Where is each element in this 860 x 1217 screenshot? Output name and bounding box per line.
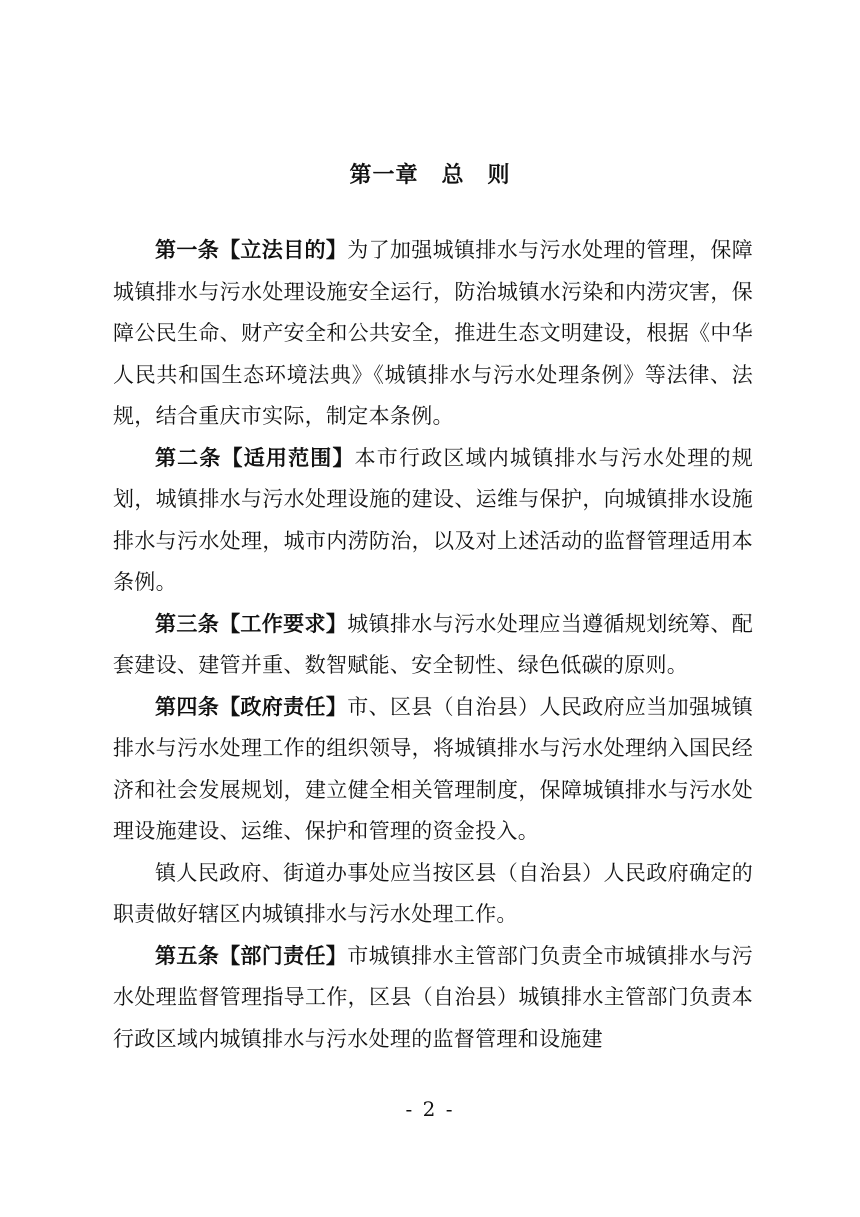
article-label: 第一条【立法目的】 — [155, 238, 348, 262]
article-text: 本市行政区域内城镇排水与污水处理的规划，城镇排水与污水处理设施的建设、运维与保护，向城镇排水设施排水与污水处理，城市内涝防治，以及对上述活动的监督管理适用本条例。 — [113, 445, 753, 594]
article-4-paragraph-2 — [113, 853, 753, 936]
article-label: 第二条【适用范围】 — [155, 445, 355, 470]
article-label: 第四条【政府责任】 — [155, 694, 348, 719]
article-label: 第五条【部门责任】 — [155, 943, 348, 968]
article-2 — [113, 438, 753, 604]
article-text: 市城镇排水主管部门负责全市城镇排水与污水处理监督管理指导工作，区县（自治县）城镇排水主管部门负责本行政区域内城镇排水与污水处理的监督管理和设施建 — [113, 943, 753, 1051]
article-5 — [113, 936, 753, 1061]
page-number: - 2 - — [405, 1097, 455, 1121]
article-text: 为了加强城镇排水与污水处理的管理，保障城镇排水与污水处理设施安全运行，防治城镇水污染和内涝灾害，保障公民生命、财产安全和公共安全，推进生态文明建设，根据《中华人民共和国生态环境法典》《城镇排水与污水处理条例》等法律、法规，结合重庆市实际，制定本条例。 — [113, 238, 753, 428]
article-3 — [113, 604, 753, 687]
article-text: 市、区县（自治县）人民政府应当加强城镇排水与污水处理工作的组织领导，将城镇排水与污水处理纳入国民经济和社会发展规划，建立健全相关管理制度，保障城镇排水与污水处理设施建设、运维、保护和管理的资金投入。 — [113, 694, 753, 843]
article-label: 第三条【工作要求】 — [155, 611, 348, 636]
article-1 — [113, 230, 753, 438]
chapter-title: 第一章 总 则 — [349, 163, 511, 188]
article-4 — [113, 687, 753, 853]
article-text: 城镇排水与污水处理应当遵循规划统筹、配套建设、建管并重、数智赋能、安全韧性、绿色低碳的原则。 — [113, 611, 753, 677]
document-body — [113, 230, 753, 1060]
article-text: 镇人民政府、街道办事处应当按区县（自治县）人民政府确定的职责做好辖区内城镇排水与污水处理工作。 — [113, 860, 753, 926]
